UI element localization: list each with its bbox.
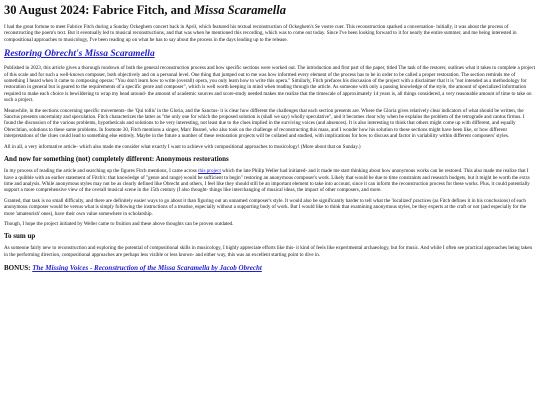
section1-paragraph-1: Published in 2023, this article gives a thorough rundown of both the general reconstruction process and how specific sections were worked out. The introduction and first part of the paper, titled The task of the restorer, outlines what it takes to complete a project of this scale and for such a well-known composer, both objectively and on a personal level. One thing that jumped out to me was how informed every element of the process has to be in order to be called a proper restoration. The section reminds me of something I heard when it came to composing operas: "You don't learn how to write (overall) opera, you only learn how to write this opera." Similarly, Fitch prefaces his discussion of the project with a disclaimer that it is "not intended as a methodology for restoration in general but is geared to the requirements of a specific genre and composer", which is well worth keeping in mind when reading through the article. As someone with only a passing knowledge of the style, the amount of specialized information required to make each choice is bewildering to wrap my head around- the amount of academic sources and score-study needed makes me realize that the timescale of approximately 14 years is, all things considered, a very reasonable amount of time to take on such a project. — [4, 65, 536, 104]
section1-paragraph-2: Meanwhile, in the sections concerning specific movements- the 'Qui tollis' in the Gloria, and the Sanctus- it is clear how different the challenges that each section presents are. Where the Gloria gives relatively clear indicators of what should be written, the Sanctus presents uncertainty and speculation. Fitch characterizes the latter as "the only one for which the proposed solution is (shall we say) wholly speculative", and it becomes clear why when he explains the problem of the tetrograde and cantus firmus. I found the discussion of the various problems, hypotheticals and solutions to be very interesting, not least due to the clues implied in the surviving voices (and absences). It is also interesting to think that others might come up with different, and equally Obrechtian, solutions to these same problems. In footnote 30, Fitch mentions a singer, Marc Busnel, who also took on the challenge of reconstructing this mass, and I wonder how his solution to these sections might have been like, or how different interpretations of the clues could lead to something else entirely. Maybe in the future a number of these restoration projects will be collated and studied, with implications for how to discuss and factor in variability within different composers' styles. — [4, 107, 525, 140]
section1-paragraph-3: All in all, a very informative article- which also made me consider what exactly I want to achieve with compositional approaches to musicology! (More about that on Sunday.) — [4, 143, 361, 150]
missing-voices-link[interactable]: The Missing Voices - Reconstruction of the Missa Scaramella by Jacob Obrecht — [32, 264, 262, 273]
section2-paragraph-2: Granted, that task is no small difficulty, and there are definitely easier ways to go about it than figuring out an unnamed composer's style. It would also be significantly harder to tell what the 'localized' practices (as Fitch defines it in his conclusions) of each anonymous composer would be versus what is simply following the instructions of a treatise, especially without a supporting body of work. But I would like to think that examining anonymous styles, be they experts at the craft or not (and especially for the more 'amateurish' ones), have their own value somewhere in scholarship. — [4, 197, 527, 217]
section-heading-restoring — [4, 49, 536, 60]
bonus-line — [4, 264, 536, 273]
section3-paragraph-1: As someone fairly new to reconstruction and exploring the potential of compositional skills in musicology, I highly appreciate efforts like this- it kind of feels like experimental archaeology, but for music. And while I often see practical approaches being taken in the performing direction, compositional approaches are perhaps less visible or less known- and either way, this was an excellent starting point to dive in. — [4, 245, 532, 258]
section2-paragraph-3: Though, I hope the project initiated by Weller came to fruition and these above thoughts can be proven outdated. — [4, 220, 234, 227]
section2-p1-before: In my process of reading the article and searching up the figures Fitch mentions, I came across — [4, 168, 199, 175]
section2-paragraph-1 — [4, 168, 536, 194]
section-heading-anonymous: And now for something (not) completely different: Anonymous restorations — [4, 155, 229, 164]
bonus-label: BONUS: — [4, 264, 33, 273]
section-heading-sum-up: To sum up — [4, 232, 36, 241]
page-title — [4, 3, 536, 18]
restoring-article-link[interactable]: Restoring Obrecht's Missa Scaramella — [4, 49, 155, 60]
page-title-italic: Missa Scaramella — [193, 3, 286, 17]
page-title-main: 30 August 2024: Fabrice Fitch, and — [4, 3, 194, 17]
section2-p1-after: which the late Philip Weller had initiated- and it made me start thinking about how anonymous works can be restored. This also made me realize that I have a quibble with an earlier statement of Fitch's: that knowledge of "genre and range) would be sufficient to begin" restoring an anonymous composer's work. Likely that would be due to time constraints and research budgets, but it might be worth the extra time and analysis. While anonymous styles may not be as clearly defined like Obrecht and others, I feel like they should still be an important element to take into account, since it can inform the reconstruction process for these works. Plus, it could potentially support a more comprehensive view of the overall musical scene in the 15th century (I also thought- things like interchanging of musical ideas, the impact of other composers, and more. — [4, 168, 530, 194]
this-project-link[interactable]: this project — [198, 168, 221, 175]
intro-paragraph: I had the great fortune to meet Fabrice Fitch during a Sunday Ockeghem concert back in April, which featured his textual reconstruction of Ockeghem's Se vostre cuer. This reconstruction sparked a conversation- initially, it was about the process of reconstructing the poem's text. But it eventually led to musical reconstructions, and that was when he mentioned this recording, which was to come out today. Since I've been looking forward to it for nearly the entire summer, and me being interested in compositional approaches to musicology, I've been reading up on what he has to say about the process in the days leading up to the release. — [4, 24, 517, 43]
